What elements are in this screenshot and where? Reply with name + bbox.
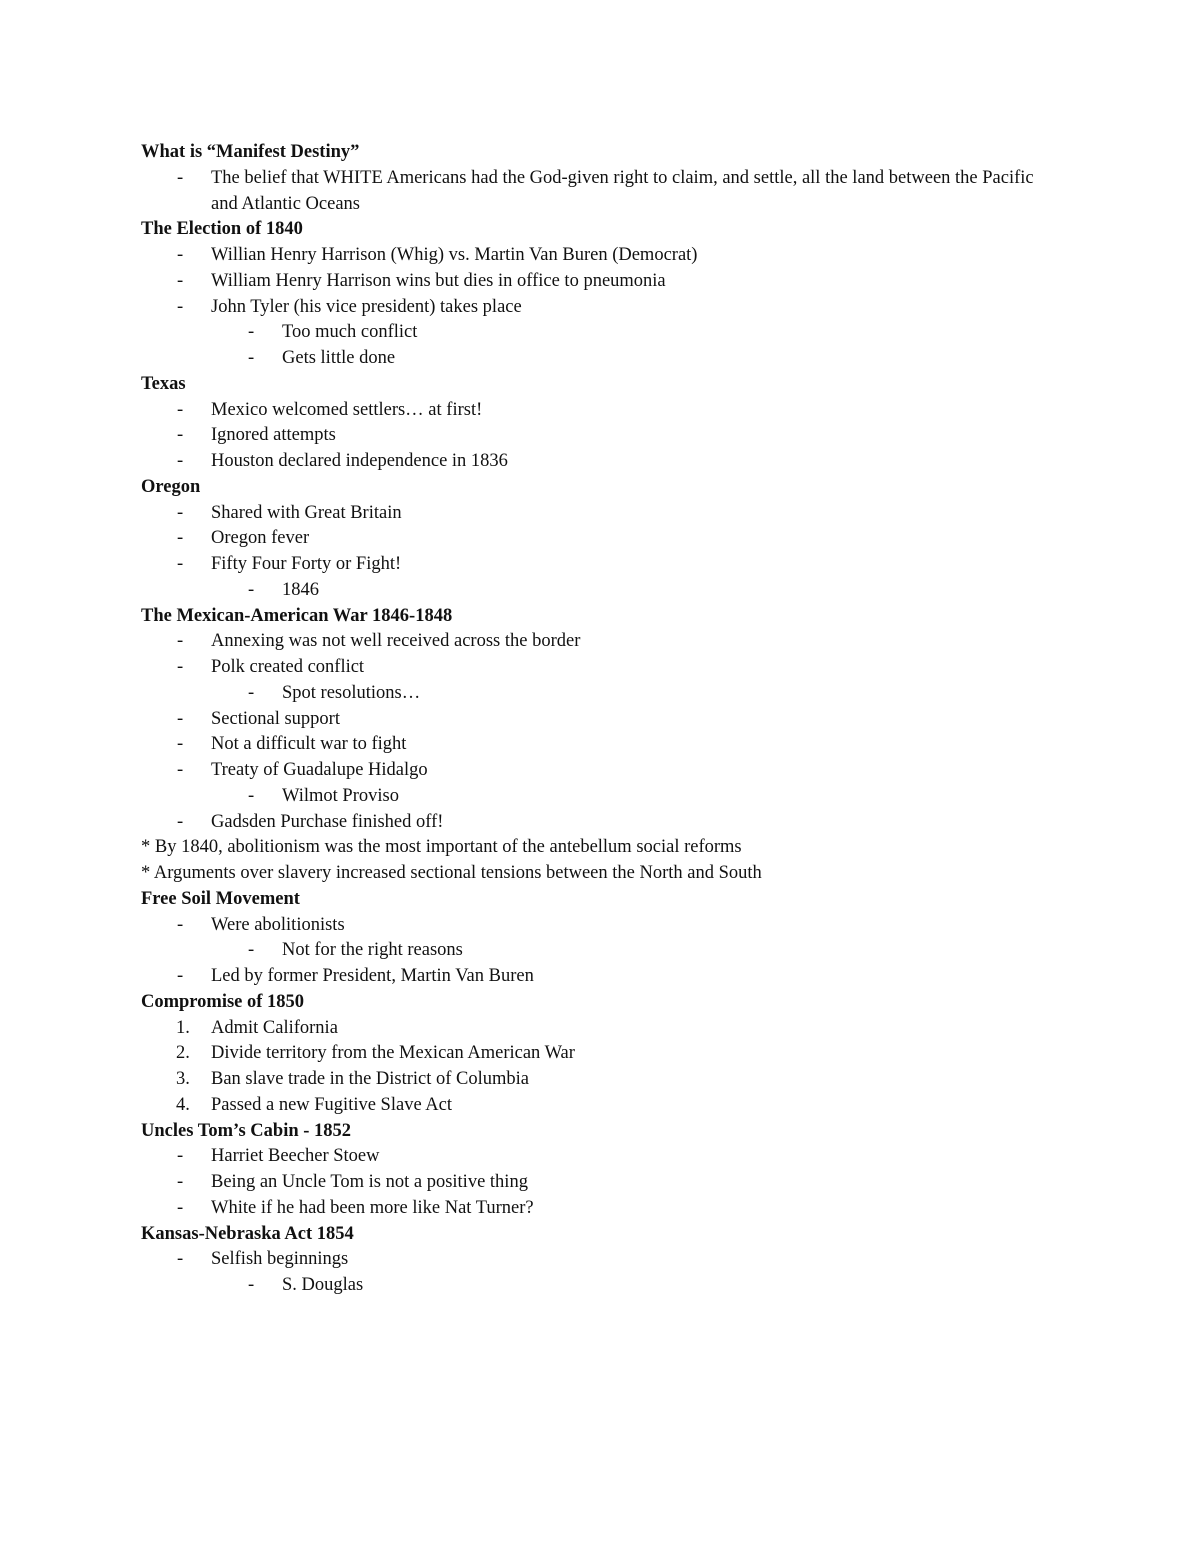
bullet-dash: - xyxy=(248,785,255,806)
bullet-item xyxy=(141,784,1041,810)
list-item-text: Harriet Beecher Stoew xyxy=(211,1146,380,1167)
document-body xyxy=(141,140,1041,1299)
list-number: 2. xyxy=(176,1043,190,1064)
bullet-item xyxy=(141,449,1041,475)
list-item-text: Mexico welcomed settlers… at first! xyxy=(211,399,483,420)
bullet-item xyxy=(141,1196,1041,1222)
bullet-dash: - xyxy=(177,451,184,471)
bullet-dash: - xyxy=(177,914,184,935)
bullet-item xyxy=(141,1170,1041,1196)
bullet-item xyxy=(141,913,1041,939)
bullet-dash: - xyxy=(177,1146,184,1167)
list-item-text: S. Douglas xyxy=(282,1275,364,1295)
section-heading: Compromise of 1850 xyxy=(141,991,305,1012)
list-item-text: Gadsden Purchase finished off! xyxy=(211,811,444,832)
bullet-dash: - xyxy=(248,682,255,703)
list-item-text: Not for the right reasons xyxy=(282,940,463,961)
bullet-item xyxy=(141,1247,1041,1273)
bullet-dash: - xyxy=(177,657,184,677)
section-heading: Oregon xyxy=(141,476,201,497)
list-item-text: Annexing was not well received across the border xyxy=(211,631,581,652)
bullet-dash: - xyxy=(177,708,184,729)
section-heading: The Election of 1840 xyxy=(141,219,303,240)
bullet-item xyxy=(141,707,1041,733)
list-item-text: Ban slave trade in the District of Columbia xyxy=(211,1069,530,1089)
bullet-dash: - xyxy=(248,1275,255,1295)
list-item-text: White if he had been more like Nat Turner? xyxy=(211,1197,534,1218)
list-item-text: Fifty Four Forty or Fight! xyxy=(211,554,402,574)
numbered-item xyxy=(141,1016,1041,1042)
bullet-item xyxy=(141,1273,1041,1299)
bullet-dash: - xyxy=(177,1172,184,1192)
list-item-text: John Tyler (his vice president) takes place xyxy=(211,296,522,317)
bullet-item xyxy=(141,295,1041,321)
bullet-item xyxy=(141,526,1041,552)
list-item-text: Being an Uncle Tom is not a positive thing xyxy=(211,1172,528,1192)
list-item-text: Selfish beginnings xyxy=(211,1249,349,1270)
bullet-dash: - xyxy=(177,1197,184,1218)
numbered-item xyxy=(141,1093,1041,1119)
bullet-dash: - xyxy=(177,270,184,291)
list-item-text: Divide territory from the Mexican American War xyxy=(211,1043,575,1064)
bullet-dash: - xyxy=(177,296,184,317)
bullet-item xyxy=(141,166,1041,218)
section-heading: Uncles Tom’s Cabin - 1852 xyxy=(141,1120,352,1141)
bullet-dash: - xyxy=(177,631,184,652)
bullet-item xyxy=(141,552,1041,578)
bullet-item xyxy=(141,578,1041,604)
list-item-text: Too much conflict xyxy=(282,322,418,343)
bullet-dash: - xyxy=(177,245,184,265)
list-item-text: Admit California xyxy=(211,1017,338,1038)
list-item-text: Spot resolutions… xyxy=(282,682,421,703)
bullet-dash: - xyxy=(248,940,255,961)
bullet-item xyxy=(141,398,1041,424)
bullet-item xyxy=(141,320,1041,346)
bullet-item xyxy=(141,681,1041,707)
list-item-text: 1846 xyxy=(282,579,319,600)
list-item-text: Treaty of Guadalupe Hidalgo xyxy=(211,760,428,780)
list-item-text: Shared with Great Britain xyxy=(211,502,402,523)
bullet-dash: - xyxy=(177,811,184,832)
bullet-dash: - xyxy=(177,734,184,755)
list-item-text: Passed a new Fugitive Slave Act xyxy=(211,1094,452,1115)
list-number: 4. xyxy=(176,1094,190,1115)
list-item-text: The belief that WHITE Americans had the God-given right to claim, and settle, all the land between the Pacific and Atlantic Oceans xyxy=(211,167,1034,214)
list-item-text: Wilmot Proviso xyxy=(282,785,399,806)
section-heading: Kansas-Nebraska Act 1854 xyxy=(141,1223,354,1244)
bullet-item xyxy=(141,346,1041,372)
section-heading: Texas xyxy=(141,373,186,394)
list-item-text: Houston declared independence in 1836 xyxy=(211,451,508,471)
list-number: 3. xyxy=(176,1069,190,1089)
bullet-dash: - xyxy=(177,1249,184,1270)
list-item-text: Were abolitionists xyxy=(211,914,345,935)
list-item-text: Not a difficult war to fight xyxy=(211,734,407,755)
numbered-item xyxy=(141,1041,1041,1067)
note-line: * Arguments over slavery increased sectional tensions between the North and South xyxy=(141,863,762,883)
bullet-item xyxy=(141,732,1041,758)
bullet-dash: - xyxy=(248,322,255,343)
numbered-item xyxy=(141,1067,1041,1093)
bullet-item xyxy=(141,269,1041,295)
list-item-text: Polk created conflict xyxy=(211,657,365,677)
list-item-text: Oregon fever xyxy=(211,528,310,549)
bullet-item xyxy=(141,964,1041,990)
bullet-item xyxy=(141,1144,1041,1170)
list-number: 1. xyxy=(176,1017,190,1038)
bullet-dash: - xyxy=(177,966,184,986)
bullet-item xyxy=(141,423,1041,449)
bullet-dash: - xyxy=(248,348,255,368)
list-item-text: Gets little done xyxy=(282,348,396,368)
list-item-text: Led by former President, Martin Van Buren xyxy=(211,966,534,986)
section-heading: Free Soil Movement xyxy=(141,888,300,909)
list-item-text: William Henry Harrison wins but dies in office to pneumonia xyxy=(211,270,666,291)
bullet-dash: - xyxy=(177,528,184,549)
bullet-dash: - xyxy=(177,502,184,523)
bullet-item xyxy=(141,655,1041,681)
bullet-item xyxy=(141,501,1041,527)
note-line: * By 1840, abolitionism was the most important of the antebellum social reforms xyxy=(141,837,742,858)
bullet-item xyxy=(141,243,1041,269)
bullet-item xyxy=(141,938,1041,964)
section-heading: What is “Manifest Destiny” xyxy=(141,142,360,162)
section-heading: The Mexican-American War 1846-1848 xyxy=(141,605,453,626)
list-item-text: Sectional support xyxy=(211,708,340,729)
bullet-item xyxy=(141,758,1041,784)
bullet-item xyxy=(141,629,1041,655)
bullet-dash: - xyxy=(177,554,184,574)
bullet-dash: - xyxy=(248,579,255,600)
bullet-dash: - xyxy=(177,167,184,188)
bullet-dash: - xyxy=(177,399,184,420)
bullet-dash: - xyxy=(177,760,184,780)
list-item-text: Willian Henry Harrison (Whig) vs. Martin Van Buren (Democrat) xyxy=(211,245,698,265)
bullet-item xyxy=(141,810,1041,836)
list-item-text: Ignored attempts xyxy=(211,425,336,446)
bullet-dash: - xyxy=(177,425,184,446)
